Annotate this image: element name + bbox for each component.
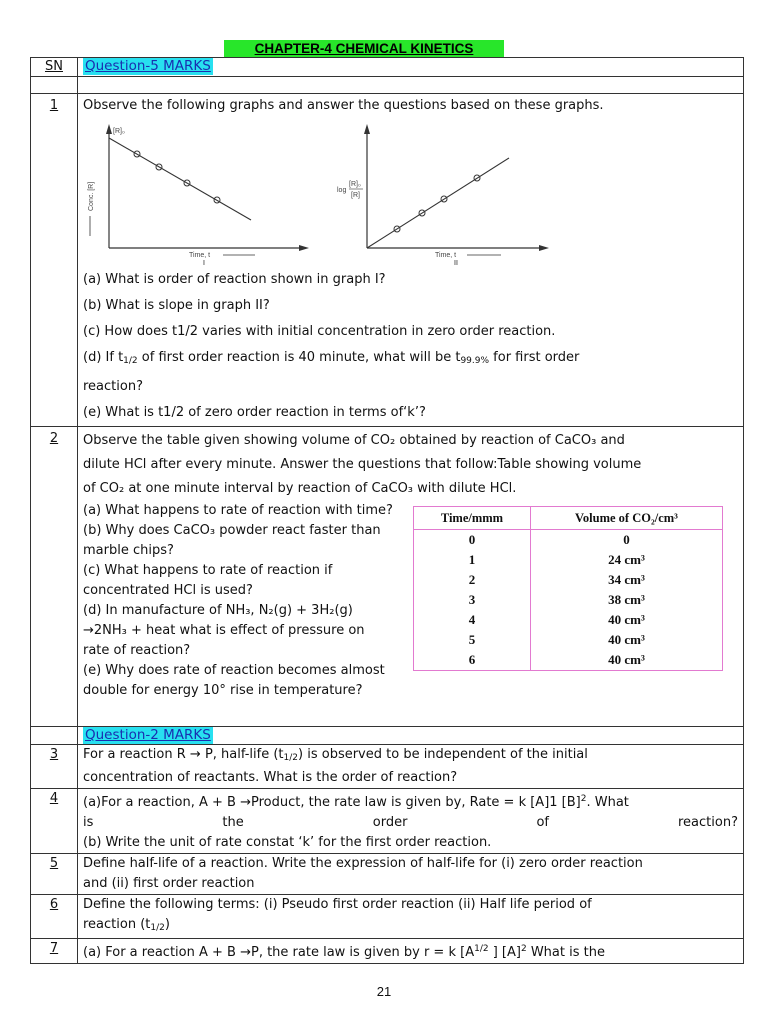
graph-i-y-top-label: [R]₀	[113, 128, 125, 135]
question-intro: Observe the following graphs and answer the questions based on these graphs.	[83, 98, 604, 113]
question-number: 4	[31, 789, 78, 854]
question-part-e: (e) What is t1/2 of zero order reaction in terms of‘k’?	[83, 405, 426, 420]
page-number: 21	[376, 984, 392, 999]
question-part-b: (b) What is slope in graph II?	[83, 298, 270, 313]
question-row-6	[31, 895, 744, 939]
question-part-d: (d) If $t_{1/2}$ of first order reaction is 40 minute, what will be $t_{99.9\%}$ for first order	[83, 350, 580, 366]
graph-ii-y-prefix: log	[337, 187, 347, 194]
question-number: 3	[31, 745, 78, 789]
graphs	[83, 116, 738, 267]
question-text-line-1: Define the following terms: (i) Pseudo first order reaction (ii) Half life period of	[83, 897, 592, 912]
question-text-line-2: reaction $(t_{1/2})$	[83, 917, 170, 933]
section-label-5-marks: Question-5 MARKS	[85, 58, 211, 74]
question-number: 6	[31, 895, 78, 939]
volume-column: 0 24 cm³ 34 cm³ 38 cm³ 40 cm³ 40 cm³ 40 cm³	[530, 530, 722, 671]
question-intro-line-1: Observe the table given showing volume of CO₂ obtained by reaction of CaCO₃ and	[83, 433, 625, 448]
question-number: 5	[31, 854, 78, 895]
header-row	[31, 58, 744, 77]
question-row-1	[31, 94, 744, 427]
time-column: 0 1 2 3 4 5 6	[414, 530, 531, 671]
question-row-3	[31, 745, 744, 789]
question-part-c: (c) How does t1/2 varies with initial concentration in zero order reaction.	[83, 324, 556, 339]
question-row-4	[31, 789, 744, 854]
co2-volume-table	[413, 506, 723, 671]
question-part-c: (c) What happens to rate of reaction if concentrated HCl is used?	[83, 563, 333, 598]
question-row-7	[31, 939, 744, 964]
question-number: 7	[31, 939, 78, 964]
graph-i-x-label: Time, t	[189, 252, 211, 259]
question-part-b: (b) Why does CaCO₃ powder react faster than marble chips?	[83, 523, 381, 558]
table-header-volume: Volume of CO₂/cm³	[530, 507, 722, 530]
question-text-line-2: and (ii) first order reaction	[83, 876, 255, 891]
graph-ii-y-num: [R]₀	[349, 181, 361, 188]
question-text-line-2: is the order of reaction?	[83, 815, 738, 830]
question-part-a: (a) What happens to rate of reaction with time?	[83, 503, 393, 518]
graph-ii-y-den: [R]	[351, 192, 360, 199]
question-row-5	[31, 854, 744, 895]
question-text-line-1: (a) For a reaction A + B →P, the rate law is given by r = k [$A^{1/2}$ ] $[A]^2$ What is the	[83, 944, 605, 960]
graph-ii	[333, 116, 553, 261]
graph-i	[83, 116, 313, 261]
question-text-line-3: (b) Write the unit of rate constat ‘k’ for the first order reaction.	[83, 835, 492, 850]
graph-i-caption: I	[203, 260, 205, 267]
question-text-line-1: (a)For a reaction, A + B →Product, the rate law is given by, Rate = k [A]1 $[B]^2$. What	[83, 794, 629, 810]
question-intro-line-3: of CO₂ at one minute interval by reaction of CaCO₃ with dilute HCl.	[83, 481, 517, 496]
section-label-2-marks: Question-2 MARKS	[85, 727, 211, 743]
question-row-2	[31, 427, 744, 727]
graph-i-y-label: Conc. [R]	[88, 181, 95, 211]
blank-row	[31, 77, 744, 94]
question-intro-line-2: dilute HCl after every minute. Answer the questions that follow:Table showing volume	[83, 457, 642, 472]
question-number: 2	[31, 427, 78, 727]
question-text-line-1: For a reaction R → P, half-life $(t_{1/2})$ is observed to be independent of the initial	[83, 747, 588, 763]
question-text-line-1: Define half-life of a reaction. Write the expression of half-life for (i) zero order reaction	[83, 856, 643, 871]
sn-header: SN	[31, 58, 78, 77]
question-part-e: (e) Why does rate of reaction becomes almost double for energy 10° rise in temperature?	[83, 663, 385, 698]
question-part-d-cont: reaction?	[83, 379, 143, 394]
question-text-line-2: concentration of reactants. What is the order of reaction?	[83, 770, 458, 785]
question-part-a: (a) What is order of reaction shown in graph I?	[83, 272, 386, 287]
table-header-time: Time/mmm	[414, 507, 531, 530]
page-title: CHAPTER-4 CHEMICAL KINETICS	[224, 40, 504, 57]
graph-ii-x-label: Time, t	[435, 252, 457, 259]
question-part-d: (d) In manufacture of NH₃, N₂(g) + 3H₂(g) →2NH₃ + heat what is effect of pressure on rate of reaction?	[83, 603, 365, 658]
question-table	[30, 57, 744, 964]
section-row-2-marks	[31, 727, 744, 745]
question-number: 1	[31, 94, 78, 427]
graph-ii-caption: II	[454, 260, 458, 267]
